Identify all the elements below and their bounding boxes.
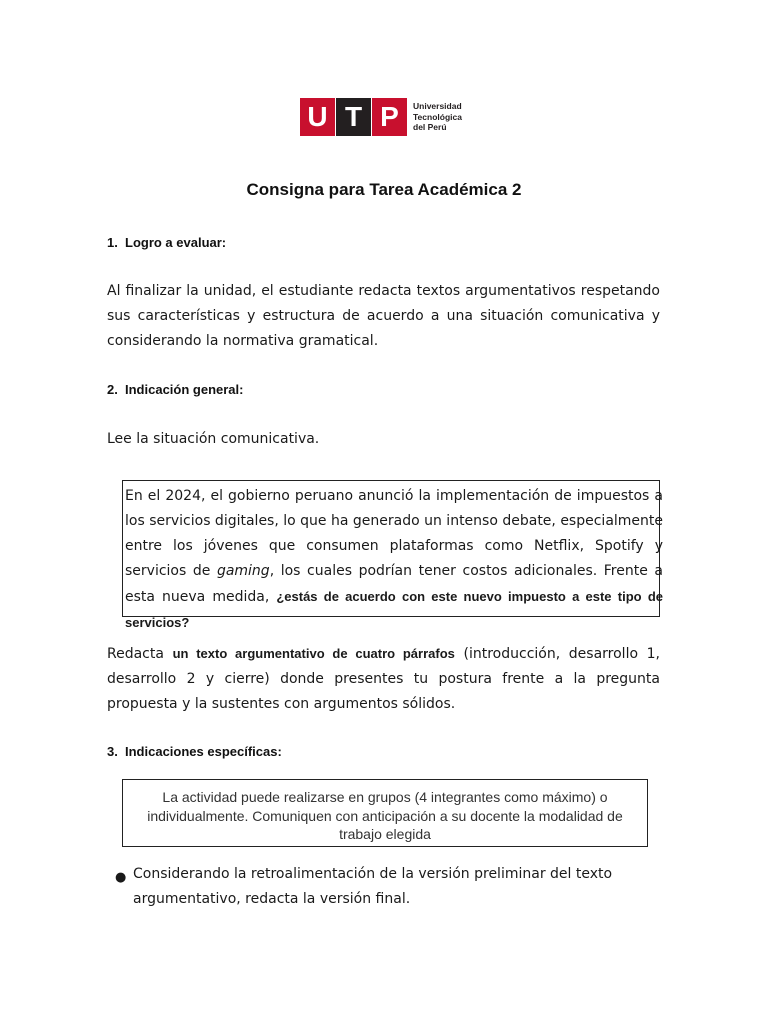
modality-note-line-2: individualmente. Comuniquen con anticipación a su docente la modalidad de	[147, 807, 623, 824]
logo-wordmark	[413, 101, 473, 133]
section-3-title: Indicaciones específicas:	[125, 744, 282, 759]
instruction-part-1: Redacta	[107, 646, 173, 662]
instruction-part-2: (introducción, desarrollo 1, desarrollo 2 y cierre) donde presentes tu postura frente a la pregunta propuesta y la sustentes con argumentos sólidos.	[107, 646, 660, 712]
logo-letter-p: P	[372, 98, 407, 136]
section-3-heading	[107, 743, 282, 761]
section-3-number: 3.	[107, 744, 118, 759]
logo-line-3: del Perú	[413, 122, 447, 132]
section-2-intro: Lee la situación comunicativa.	[107, 431, 320, 447]
section-2-instruction	[107, 641, 660, 717]
modality-note-box	[122, 779, 648, 847]
utp-logo	[300, 98, 470, 138]
logo-line-1: Universidad	[413, 101, 462, 111]
section-1-paragraph: Al finalizar la unidad, el estudiante redacta textos argumentativos respetando sus características y estructura de acuerdo a una situación comunicativa y considerando la normativa gramatical.	[107, 283, 660, 349]
logo-letter-t: T	[336, 98, 371, 136]
bullet-icon: ●	[115, 870, 127, 885]
situation-text-italic: gaming	[216, 563, 270, 579]
section-2-title: Indicación general:	[125, 382, 244, 397]
logo-letter-u: U	[300, 98, 335, 136]
situation-question: ¿estás de acuerdo con este nuevo impuesto a este tipo de servicios?	[125, 589, 663, 630]
situation-box	[122, 480, 664, 630]
section-2-number: 2.	[107, 382, 118, 397]
section-1-number: 1.	[107, 235, 118, 250]
situation-text-part-2: , los cuales podrían tener costos adicionales. Frente a esta nueva medida,	[125, 563, 663, 605]
instruction-bold: un texto argumentativo de cuatro párrafos	[172, 646, 455, 661]
section-2-heading	[107, 381, 243, 399]
situation-text-part-1: En el 2024, el gobierno peruano anunció la implementación de impuestos a los servicios digitales, lo que ha generado un intenso debate, especialmente entre los jóvenes que consumen plataformas como Netflix, Spotify y servicios de	[125, 488, 664, 579]
modality-note-line-1: La actividad puede realizarse en grupos (4 integrantes como máximo) o	[162, 789, 608, 805]
document-title: Consigna para Tarea Académica 2	[246, 180, 522, 199]
logo-line-2: Tecnológica	[413, 111, 462, 122]
bullet-item-text: Considerando la retroalimentación de la versión preliminar del texto argumentativo, redacta la versión final.	[133, 866, 613, 907]
section-1-title: Logro a evaluar:	[125, 235, 227, 250]
situation-text	[125, 484, 663, 636]
modality-note-line-3: trabajo elegida	[339, 826, 431, 842]
section-1-heading	[107, 234, 226, 252]
